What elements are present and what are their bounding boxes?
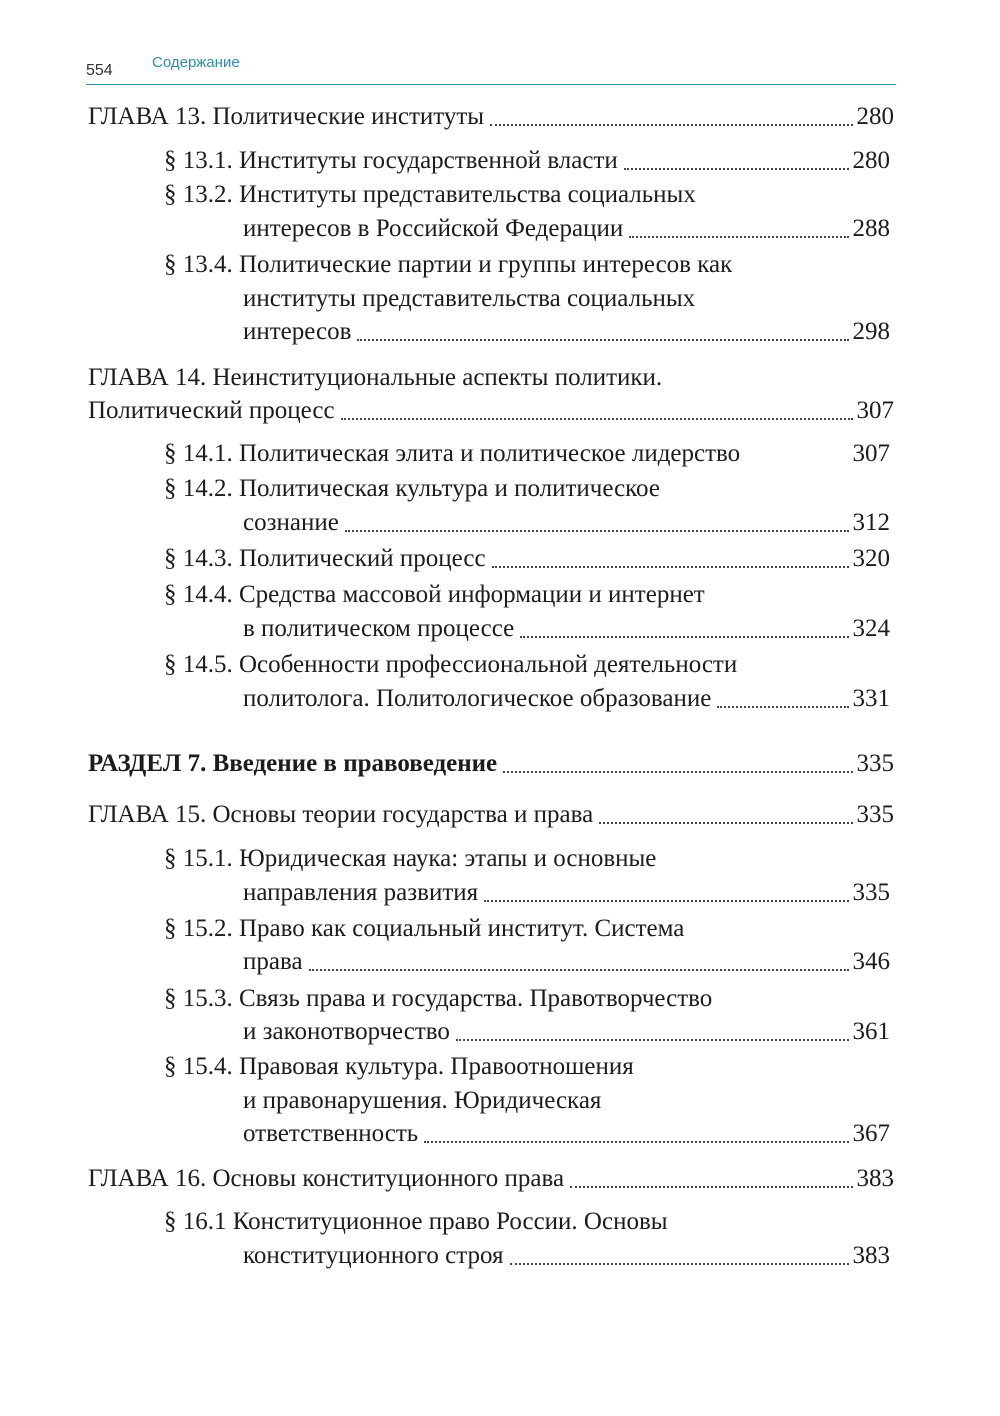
toc-entry-chapter-15[interactable] bbox=[88, 798, 894, 832]
toc-page-number: 367 bbox=[852, 1120, 890, 1147]
toc-page-number: 298 bbox=[852, 318, 890, 345]
toc-entry-title: и правонарушения. Юридическая bbox=[243, 1087, 602, 1114]
toc-entry-title: интересов в Российской Федерации bbox=[243, 215, 624, 242]
toc-entry-title: § 16.1 Конституционное право России. Основы bbox=[164, 1208, 668, 1235]
toc-page-number: 335 bbox=[852, 879, 890, 906]
dot-leader bbox=[341, 418, 853, 420]
dot-leader bbox=[503, 771, 852, 773]
toc-page-number: 335 bbox=[856, 801, 894, 828]
dot-leader bbox=[570, 1186, 852, 1188]
toc-entry-section-15-1[interactable] bbox=[164, 842, 890, 876]
toc-entry-title: интересов bbox=[243, 318, 352, 345]
toc-page-number: 346 bbox=[852, 948, 890, 975]
dot-leader bbox=[510, 1263, 849, 1265]
toc-entry-title: § 13.1. Институты государственной власти bbox=[164, 147, 618, 174]
toc-entry-section-15-2-continued[interactable] bbox=[243, 945, 890, 979]
toc-entry-title: сознание bbox=[243, 509, 339, 536]
toc-entry-title: в политическом процессе bbox=[243, 615, 515, 642]
toc-entry-title: направления развития bbox=[243, 879, 479, 906]
toc-page-number: 324 bbox=[852, 615, 890, 642]
toc-page-number: 335 bbox=[856, 750, 894, 777]
toc-entry-title: политолога. Политологическое образование bbox=[243, 685, 712, 712]
toc-entry-title: § 13.2. Институты представительства социальных bbox=[164, 181, 696, 208]
toc-entry-title: § 14.4. Средства массовой информации и интернет bbox=[164, 581, 705, 608]
toc-page-number: 383 bbox=[856, 1165, 894, 1192]
toc-entry-section-14-5[interactable] bbox=[164, 648, 890, 682]
toc-page-number: 383 bbox=[852, 1242, 890, 1269]
toc-entry-title: § 15.1. Юридическая наука: этапы и основные bbox=[164, 845, 657, 872]
dot-leader bbox=[717, 706, 848, 708]
toc-entry-section-13-4-line3[interactable] bbox=[243, 315, 890, 349]
toc-entry-title: Политический процесс bbox=[88, 397, 335, 424]
toc-entry-section-15-1-continued[interactable] bbox=[243, 876, 890, 910]
dot-leader bbox=[345, 530, 849, 532]
toc-entry-title: § 14.2. Политическая культура и политическое bbox=[164, 475, 660, 502]
toc-entry-title: права bbox=[243, 948, 303, 975]
toc-entry-title: ГЛАВА 16. Основы конституционного права bbox=[88, 1165, 565, 1192]
toc-entry-section-14-1[interactable] bbox=[164, 437, 890, 471]
toc-entry-section-15-3-continued[interactable] bbox=[243, 1015, 890, 1049]
toc-entry-title: ГЛАВА 14. Неинституциональные аспекты политики. bbox=[88, 364, 663, 391]
toc-entry-section-13-4[interactable] bbox=[164, 248, 890, 282]
toc-entry-section-16-1[interactable] bbox=[164, 1205, 890, 1239]
toc-entry-chapter-14-continued[interactable] bbox=[88, 394, 894, 428]
toc-entry-section-13-4-line2 bbox=[243, 282, 890, 316]
toc-entry-title: конституционного строя bbox=[243, 1242, 504, 1269]
toc-entry-section-15-2[interactable] bbox=[164, 912, 890, 946]
dot-leader bbox=[484, 900, 848, 902]
toc-page-number: 312 bbox=[852, 509, 890, 536]
dot-leader bbox=[490, 124, 852, 126]
toc-page-number: 331 bbox=[852, 685, 890, 712]
toc-entry-section-15-4-line2 bbox=[243, 1084, 890, 1118]
toc-entry-chapter-16[interactable] bbox=[88, 1162, 894, 1196]
dot-leader bbox=[492, 566, 849, 568]
toc-entry-title: § 15.3. Связь права и государства. Правотворчество bbox=[164, 985, 713, 1012]
toc-entry-section-14-4[interactable] bbox=[164, 578, 890, 612]
dot-leader bbox=[309, 969, 849, 971]
toc-page-number: 288 bbox=[852, 215, 890, 242]
toc-entry-part-7[interactable] bbox=[88, 747, 894, 781]
toc-entry-title: § 15.4. Правовая культура. Правоотношения bbox=[164, 1053, 634, 1080]
dot-leader bbox=[357, 339, 848, 341]
toc-entry-title: § 14.3. Политический процесс bbox=[164, 545, 486, 572]
dot-leader bbox=[456, 1039, 849, 1041]
page-number: 554 bbox=[86, 62, 113, 79]
toc-entry-section-14-5-continued[interactable] bbox=[243, 682, 890, 716]
toc-entry-section-14-3[interactable] bbox=[164, 542, 890, 576]
toc-entry-title: РАЗДЕЛ 7. Введение в правоведение bbox=[88, 750, 498, 777]
toc-page-number: 280 bbox=[852, 147, 890, 174]
toc-entry-title: институты представительства социальных bbox=[243, 285, 696, 312]
dot-leader bbox=[424, 1141, 848, 1143]
toc-entry-title: ГЛАВА 13. Политические институты bbox=[88, 103, 485, 130]
toc-entry-section-14-2-continued[interactable] bbox=[243, 506, 890, 540]
toc-entry-section-15-4-line3[interactable] bbox=[243, 1117, 890, 1151]
toc-entry-section-15-3[interactable] bbox=[164, 982, 890, 1016]
running-title: Содержание bbox=[152, 54, 240, 71]
dot-leader bbox=[629, 236, 848, 238]
toc-entry-section-13-2[interactable] bbox=[164, 178, 890, 212]
toc-entry-section-13-1[interactable] bbox=[164, 144, 890, 178]
toc-entry-title: и законотворчество bbox=[243, 1018, 450, 1045]
toc-entry-section-14-2[interactable] bbox=[164, 472, 890, 506]
toc-entry-section-13-2-continued[interactable] bbox=[243, 212, 890, 246]
toc-entry-title: § 13.4. Политические партии и группы интересов как bbox=[164, 251, 733, 278]
page-header bbox=[86, 52, 896, 85]
toc-entry-title: § 14.5. Особенности профессиональной деятельности bbox=[164, 651, 738, 678]
dot-leader bbox=[624, 168, 849, 170]
dot-leader bbox=[599, 822, 852, 824]
toc-entry-title: ответственность bbox=[243, 1120, 419, 1147]
toc-page-number: 307 bbox=[852, 440, 890, 467]
toc-page-number: 280 bbox=[856, 103, 894, 130]
dot-leader bbox=[520, 636, 848, 638]
toc-entry-chapter-13[interactable] bbox=[88, 100, 894, 134]
toc-page-number: 361 bbox=[852, 1018, 890, 1045]
toc-entry-section-16-1-continued[interactable] bbox=[243, 1239, 890, 1273]
toc-entry-section-15-4[interactable] bbox=[164, 1050, 890, 1084]
toc-entry-chapter-14[interactable] bbox=[88, 361, 894, 395]
toc-entry-title: ГЛАВА 15. Основы теории государства и права bbox=[88, 801, 594, 828]
toc-page-number: 307 bbox=[856, 397, 894, 424]
toc-entry-title: § 14.1. Политическая элита и политическое лидерство bbox=[164, 440, 741, 467]
toc-entry-title: § 15.2. Право как социальный институт. Система bbox=[164, 915, 685, 942]
toc-page-number: 320 bbox=[852, 545, 890, 572]
toc-entry-section-14-4-continued[interactable] bbox=[243, 612, 890, 646]
